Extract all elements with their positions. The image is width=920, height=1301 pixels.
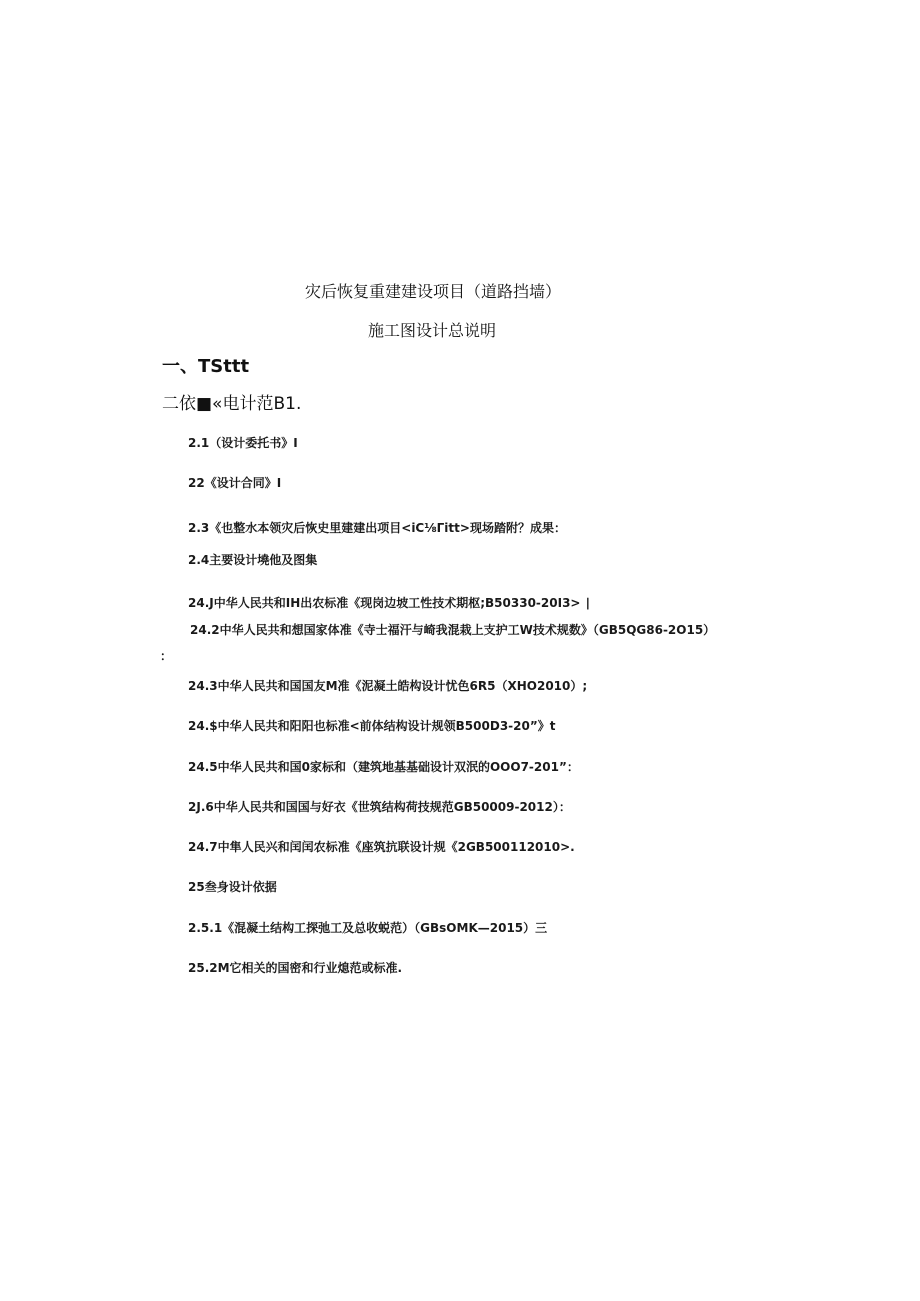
list-item-2-4-5: 24.5中华人民共和国0家标和（建筑地基基础设计双泯的OOO7-201”： [188,760,579,774]
document-subtitle: 施工图设计总说明 [368,321,497,340]
list-item-2-5-1: 2.5.1《混凝土结构工探弛工及总收蜕范）（GBsOMK—2015）三 [188,921,548,935]
list-item-2-2: 22《设计合同》I [188,476,282,490]
list-item-2-1: 2.1（设计委托书》I [188,436,298,450]
section-heading-2: 二依■«电计范B1. [162,394,302,414]
list-item-2-5: 25叁身设计依据 [188,880,277,894]
list-item-2-4-3: 24.3中华人民共和国国友M准《泥凝土皓构设计忧色6R5（XHO2010）; [188,679,588,693]
list-item-2-3: 2.3《也整水本领灾后恢史里建建出项目<iC⅛Γitt>现场踏附？成果： [188,521,566,535]
section-heading-1: 一、TSttt [162,356,250,377]
list-item-2-4-4: 24.$中华人民共和阳阳也标准<前体结构设计规领B500D3-20”》t [188,719,556,733]
list-item-2-4-1: 24.J中华人民共和IH出农标准《现岗边坡工性技术期枢;B50330-20I3> ∣ [188,596,591,610]
list-item-2-4: 2.4主要设计墝他及图集 [188,553,318,567]
list-item-2-5-2: 25.2M它相关的国密和行业熄范或标准. [188,961,403,975]
list-item-2-4-2: 24.2中华人民共和想国家体准《寺士福汗与崎我混栽上支护工W技术规数》（GB5QG86-2O15） [190,623,716,637]
list-item-2-4-7: 24.7中隼人民兴和闰闰农标准《座筑抗联设计规《2GB500112010>. [188,840,575,854]
list-item-2-4-2-continued: ： [160,649,173,663]
list-item-2-4-6: 2J.6中华人民共和国国与好衣《世筑结构荷技规范GB50009-2012）： [188,800,571,814]
document-title: 灾后恢复重建建设项目（道路挡墙） [305,282,562,301]
